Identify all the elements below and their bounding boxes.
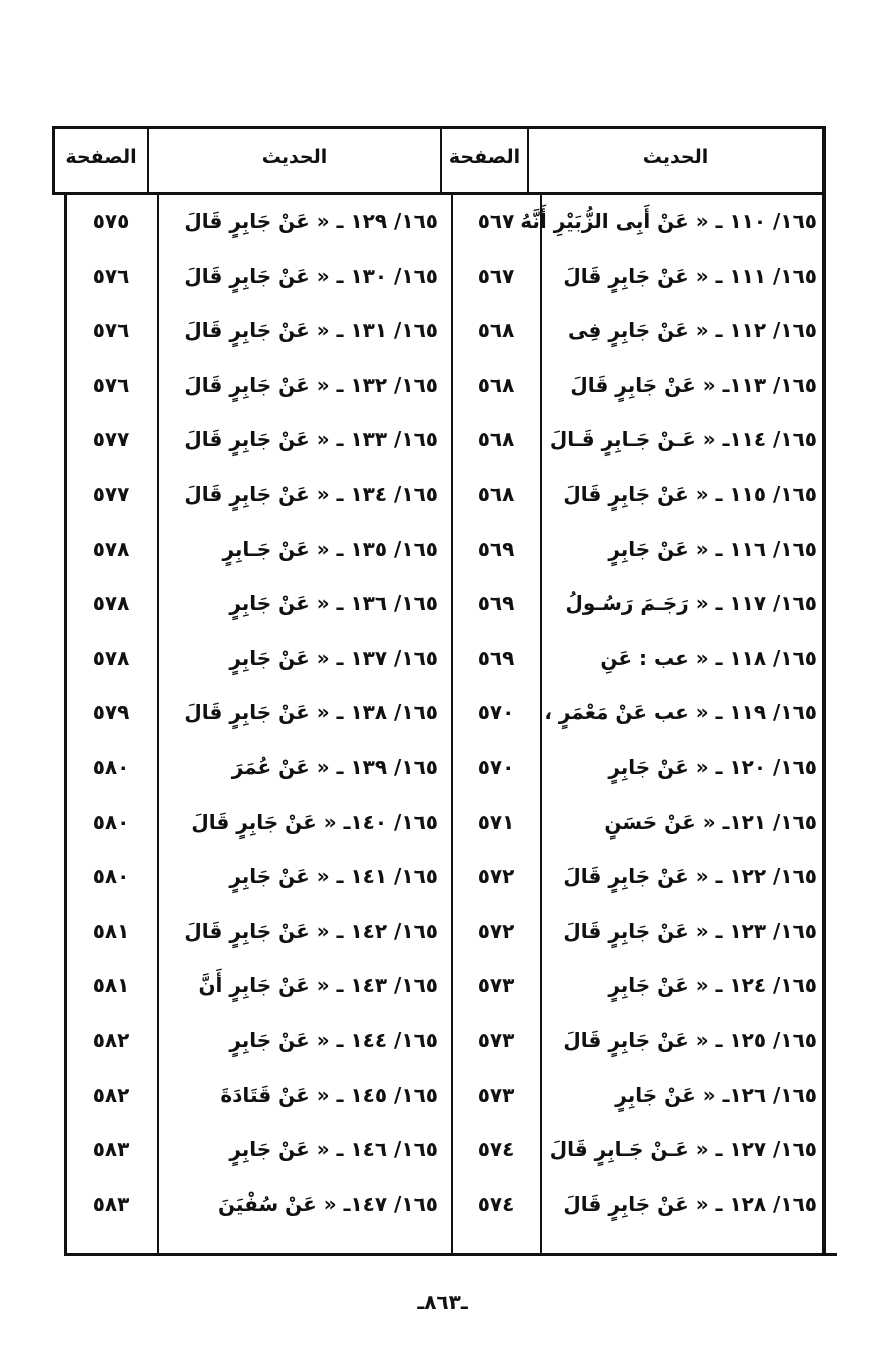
left-hadith-entry: ١٦٥/ ١٤٤ ـ « عَنْ جَابِرٍ [229, 1028, 438, 1052]
right-hadith-entry: ١٦٥/ ١١٢ ـ « عَنْ جَابِرٍ فِى [568, 318, 817, 342]
right-hadith-entry: ١٦٥/ ١١٦ ـ « عَنْ جَابِرٍ [608, 537, 817, 561]
header-bottom-border [52, 192, 826, 195]
right-page-number: ٥٦٨ [477, 318, 515, 342]
right-page-number: ٥٧٤ [477, 1192, 515, 1216]
left-hadith-entry: ١٦٥/ ١٣٩ ـ « عَنْ عُمَرَ [231, 755, 438, 779]
left-hadith-entry: ١٦٥/ ١٣٤ ـ « عَنْ جَابِرٍ قَالَ [184, 482, 438, 506]
header-right-page: الصفحة [448, 146, 521, 168]
right-hadith-entry: ١٦٥/ ١٢٣ ـ « عَنْ جَابِرٍ قَالَ [563, 919, 817, 943]
right-page-number: ٥٧٣ [477, 973, 515, 997]
left-hadith-entry: ١٦٥/ ١٣٢ ـ « عَنْ جَابِرٍ قَالَ [184, 373, 438, 397]
right-hadith-entry: ١٦٥/ ١١٠ ـ « عَنْ أَبِى الزُّبَيْرِ أَنَّهُ [520, 209, 817, 233]
left-page-number: ٥٧٧ [92, 482, 130, 506]
left-hadith-entry: ١٦٥/ ١٤٧ـ « عَنْ سُفْيَنَ [217, 1192, 438, 1216]
right-hadith-entry: ١٦٥/ ١١٧ ـ « رَجَـمَ رَسُـولُ [565, 591, 817, 615]
left-hadith-entry: ١٦٥/ ١٣٥ ـ « عَنْ جَـابِرٍ [222, 537, 438, 561]
left-page-number: ٥٧٩ [92, 700, 130, 724]
table-top-border [52, 126, 826, 129]
left-page-number: ٥٧٦ [92, 318, 130, 342]
right-hadith-entry: ١٦٥/ ١٢٧ ـ « عَـنْ جَـابِرٍ قَالَ [549, 1137, 817, 1161]
divider-right-page-body [540, 192, 542, 1254]
left-hadith-entry: ١٦٥/ ١٤٥ ـ « عَنْ قَتَادَةَ [220, 1083, 438, 1107]
left-hadith-entry: ١٦٥/ ١٣٨ ـ « عَنْ جَابِرٍ قَالَ [184, 700, 438, 724]
left-hadith-entry: ١٦٥/ ١٣١ ـ « عَنْ جَابِرٍ قَالَ [184, 318, 438, 342]
left-page-number: ٥٨١ [92, 973, 130, 997]
left-page-number: ٥٧٨ [92, 537, 130, 561]
right-hadith-entry: ١٦٥/ ١٢٦ـ « عَنْ جَابِرٍ [615, 1083, 817, 1107]
left-page-number: ٥٨٢ [92, 1028, 130, 1052]
right-page-number: ٥٧١ [477, 810, 515, 834]
right-page-number: ٥٦٩ [477, 537, 515, 561]
right-hadith-entry: ١٦٥/ ١٢٨ ـ « عَنْ جَابِرٍ قَالَ [563, 1192, 817, 1216]
header-left-hadith: الحديث [261, 146, 328, 168]
right-page-number: ٥٦٨ [477, 373, 515, 397]
right-page-number: ٥٦٩ [477, 591, 515, 615]
left-page-number: ٥٨٠ [92, 864, 130, 888]
left-hadith-entry: ١٦٥/ ١٣٧ ـ « عَنْ جَابِرٍ [229, 646, 438, 670]
right-hadith-entry: ١٦٥/ ١١٣ـ « عَنْ جَابِرٍ قَالَ [570, 373, 817, 397]
right-page-number: ٥٧٣ [477, 1028, 515, 1052]
right-hadith-entry: ١٦٥/ ١١٩ ـ « عب عَنْ مَعْمَرٍ ، [544, 700, 817, 724]
right-page-number: ٥٦٧ [477, 264, 515, 288]
left-hadith-entry: ١٦٥/ ١٤٢ ـ « عَنْ جَابِرٍ قَالَ [184, 919, 438, 943]
left-page-number: ٥٨٣ [92, 1192, 130, 1216]
right-hadith-entry: ١٦٥/ ١١٨ ـ « عب : عَنِ [600, 646, 817, 670]
left-hadith-entry: ١٦٥/ ١٤٠ـ « عَنْ جَابِرٍ قَالَ [191, 810, 438, 834]
divider-left-page-body [157, 192, 159, 1254]
left-hadith-entry: ١٦٥/ ١٣٠ ـ « عَنْ جَابِرٍ قَالَ [184, 264, 438, 288]
left-page-number: ٥٧٥ [92, 209, 130, 233]
table-left-border-body [64, 192, 67, 1256]
left-hadith-entry: ١٦٥/ ١٤٦ ـ « عَنْ جَابِرٍ [229, 1137, 438, 1161]
right-page-number: ٥٧٠ [477, 700, 515, 724]
right-hadith-entry: ١٦٥/ ١٢٥ ـ « عَنْ جَابِرٍ قَالَ [563, 1028, 817, 1052]
right-page-number: ٥٦٩ [477, 646, 515, 670]
right-page-number: ٥٦٨ [477, 427, 515, 451]
left-hadith-entry: ١٦٥/ ١٣٣ ـ « عَنْ جَابِرٍ قَالَ [184, 427, 438, 451]
header-left-page: الصفحة [65, 146, 137, 168]
left-page-number: ٥٧٨ [92, 646, 130, 670]
right-hadith-entry: ١٦٥/ ١٢١ـ « عَنْ حَسَنٍ [604, 810, 817, 834]
left-page-number: ٥٨٢ [92, 1083, 130, 1107]
right-page-number: ٥٦٧ [477, 209, 515, 233]
right-page-number: ٥٧٢ [477, 864, 515, 888]
header-right-hadith: الحديث [642, 146, 709, 168]
table-right-border [822, 126, 826, 1256]
left-hadith-entry: ١٦٥/ ١٢٩ ـ « عَنْ جَابِرٍ قَالَ [184, 209, 438, 233]
left-hadith-entry: ١٦٥/ ١٤١ ـ « عَنْ جَابِرٍ [229, 864, 438, 888]
left-page-number: ٥٨٠ [92, 755, 130, 779]
left-page-number: ٥٨١ [92, 919, 130, 943]
left-page-number: ٥٧٧ [92, 427, 130, 451]
divider-middle-body [451, 192, 453, 1254]
left-page-number: ٥٨٣ [92, 1137, 130, 1161]
right-page-number: ٥٧٣ [477, 1083, 515, 1107]
left-hadith-entry: ١٦٥/ ١٤٣ ـ « عَنْ جَابِرٍ أَنَّ [198, 973, 438, 997]
right-hadith-entry: ١٦٥/ ١١٥ ـ « عَنْ جَابِرٍ قَالَ [563, 482, 817, 506]
right-hadith-entry: ١٦٥/ ١٢٢ ـ « عَنْ جَابِرٍ قَالَ [563, 864, 817, 888]
right-page-number: ٥٦٨ [477, 482, 515, 506]
left-hadith-entry: ١٦٥/ ١٣٦ ـ « عَنْ جَابِرٍ [229, 591, 438, 615]
right-hadith-entry: ١٦٥/ ١٢٤ ـ « عَنْ جَابِرٍ [608, 973, 817, 997]
left-page-number: ٥٧٦ [92, 373, 130, 397]
right-page-number: ٥٧٠ [477, 755, 515, 779]
page-number: ـ٨٦٣ـ [417, 1290, 468, 1314]
right-page-number: ٥٧٤ [477, 1137, 515, 1161]
right-hadith-entry: ١٦٥/ ١٢٠ ـ « عَنْ جَابِرٍ [608, 755, 817, 779]
left-page-number: ٥٧٨ [92, 591, 130, 615]
right-hadith-entry: ١٦٥/ ١١١ ـ « عَنْ جَابِرٍ قَالَ [563, 264, 817, 288]
right-page-number: ٥٧٢ [477, 919, 515, 943]
left-page-number: ٥٧٦ [92, 264, 130, 288]
right-hadith-entry: ١٦٥/ ١١٤ـ « عَـنْ جَـابِرٍ قَـالَ [549, 427, 817, 451]
left-page-number: ٥٨٠ [92, 810, 130, 834]
